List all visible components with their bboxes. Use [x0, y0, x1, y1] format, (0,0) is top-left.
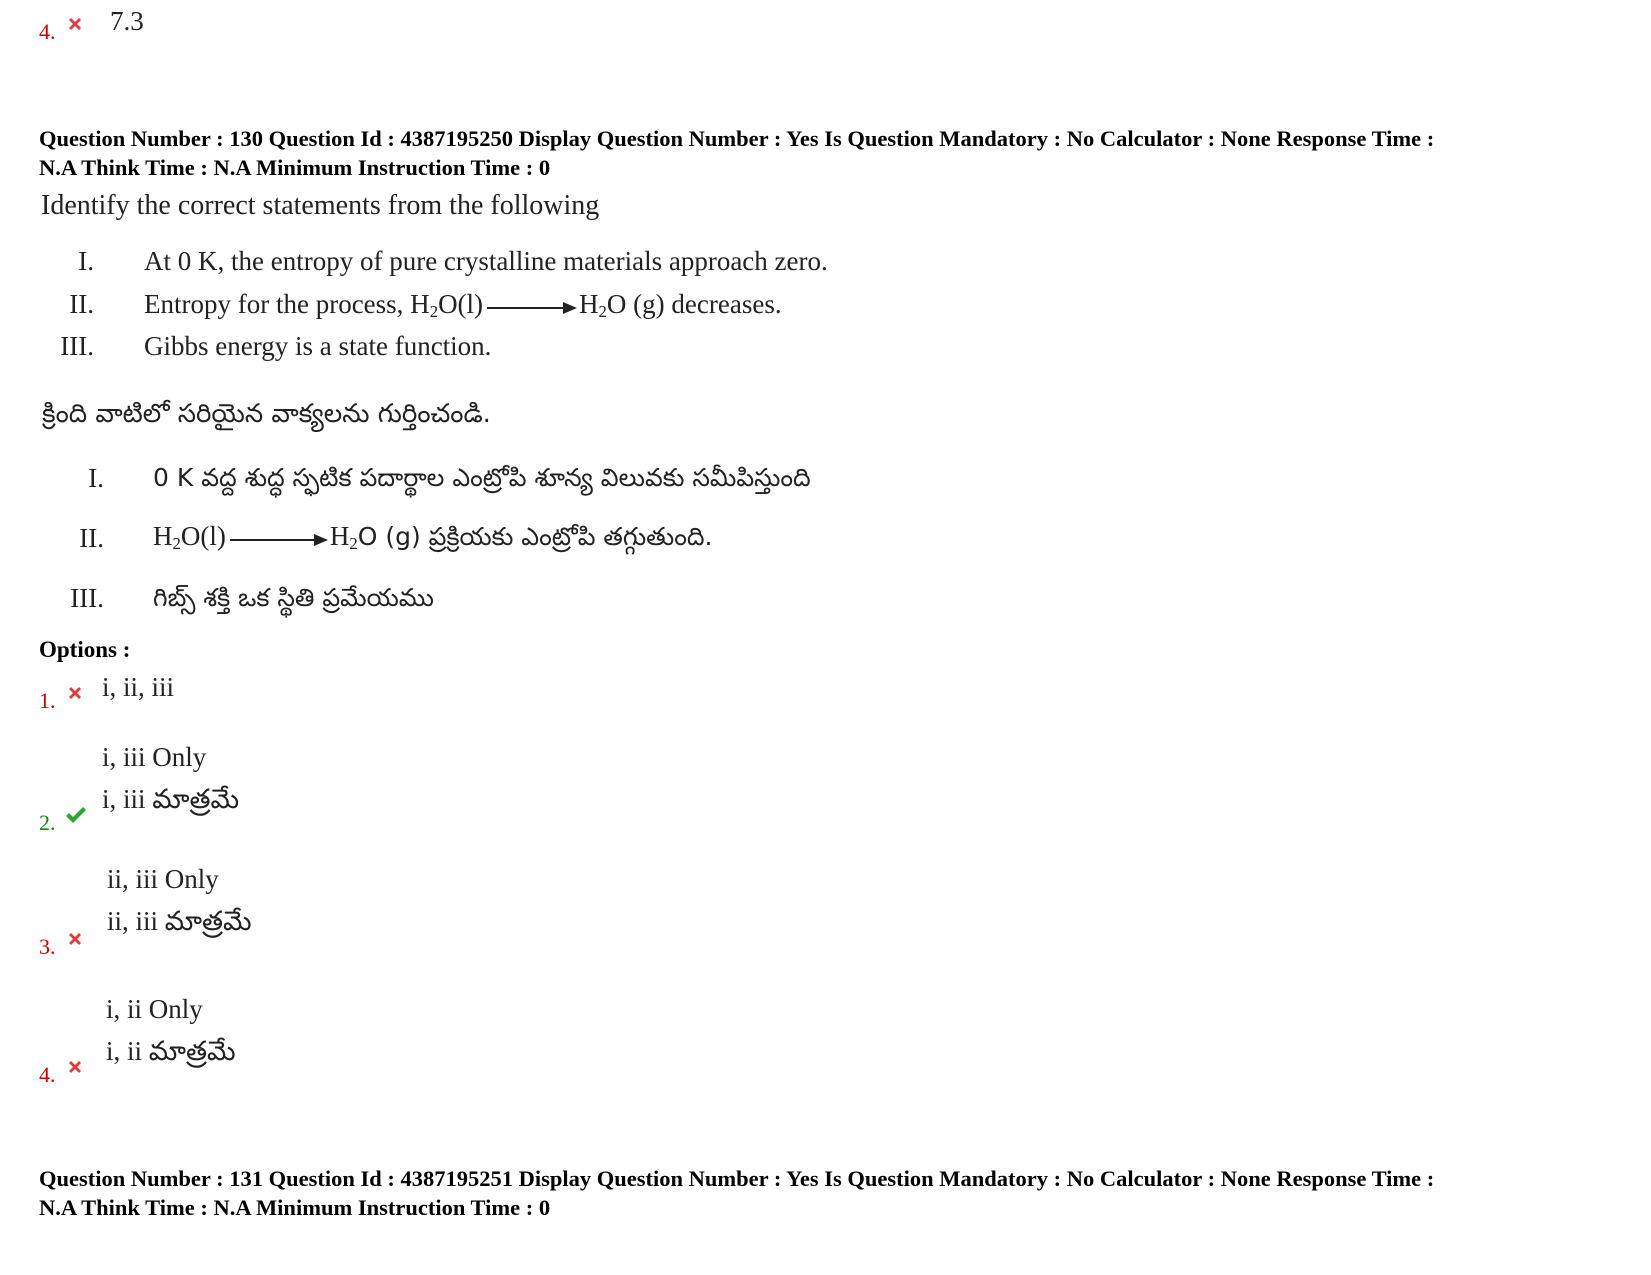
question-meta	[39, 124, 1614, 182]
cross-icon	[66, 1058, 84, 1076]
cross-icon	[66, 930, 84, 948]
statement-text: Entropy for the process, $H_2O(l)$ $H_2O$ (g) decreases.	[144, 289, 782, 321]
statement-text: $H_2O(l)$ $H_2O$ (g) ప్రక్రియకు ఎంట్రోపి తగ్గుతుంది.	[153, 521, 713, 553]
statement-roman: III.	[70, 583, 104, 613]
option-text: 7.3	[110, 6, 144, 36]
option-text-en: ii, iii Only	[107, 864, 219, 894]
options-label: Options :	[39, 637, 131, 662]
reaction-arrow-icon	[228, 523, 328, 554]
option-number: 2.	[39, 810, 56, 835]
statement-roman: III.	[60, 331, 94, 361]
reaction-arrow-icon	[485, 291, 577, 322]
option-number: 4.	[39, 19, 56, 44]
question-meta-line2: N.A Think Time : N.A Minimum Instruction Time : 0	[39, 1195, 551, 1220]
statement-text: గిబ్స్ శక్తి ఒక స్థితి ప్రమేయము	[153, 583, 434, 612]
option-text-en: i, iii Only	[102, 742, 207, 772]
statement-roman: I.	[88, 463, 104, 493]
statement-roman: I.	[78, 246, 94, 276]
question-prompt-en: Identify the correct statements from the following	[41, 190, 600, 221]
check-icon	[64, 806, 88, 824]
option-text-te: ii, iii మాత్రమే	[107, 906, 252, 936]
statement-roman: II.	[79, 523, 104, 553]
option-text-te: i, iii మాత్రమే	[102, 784, 240, 814]
option-text-te: i, ii మాత్రమే	[106, 1036, 236, 1066]
option-number: 1.	[39, 688, 56, 713]
question-meta-line2: N.A Think Time : N.A Minimum Instruction Time : 0	[39, 155, 551, 180]
cross-icon	[66, 15, 84, 33]
statement-text: At 0 K, the entropy of pure crystalline materials approach zero.	[144, 246, 828, 276]
question-meta-line1: Question Number : 130 Question Id : 4387195250 Display Question Number : Yes Is Question Mandatory : No Calculator : None Response Time :	[39, 126, 1435, 151]
question-prompt-te: క్రింది వాటిలో సరియైన వాక్యలను గుర్తించండి.	[42, 399, 491, 429]
question-meta	[39, 1164, 1614, 1222]
cross-icon	[66, 684, 84, 702]
statement-text: Gibbs energy is a state function.	[144, 331, 492, 361]
statement-roman: II.	[69, 289, 94, 319]
option-number: 4.	[39, 1062, 56, 1087]
question-meta-line1: Question Number : 131 Question Id : 4387195251 Display Question Number : Yes Is Question Mandatory : No Calculator : None Response Time :	[39, 1166, 1435, 1191]
option-text-en: i, ii, iii	[102, 672, 175, 702]
option-number: 3.	[39, 934, 56, 959]
statement-text: 0 K వద్ద శుద్ధ స్ఫటిక పదార్థాల ఎంట్రోపి శూన్య విలువకు సమీపిస్తుంది	[153, 463, 811, 492]
option-text-en: i, ii Only	[106, 994, 203, 1024]
